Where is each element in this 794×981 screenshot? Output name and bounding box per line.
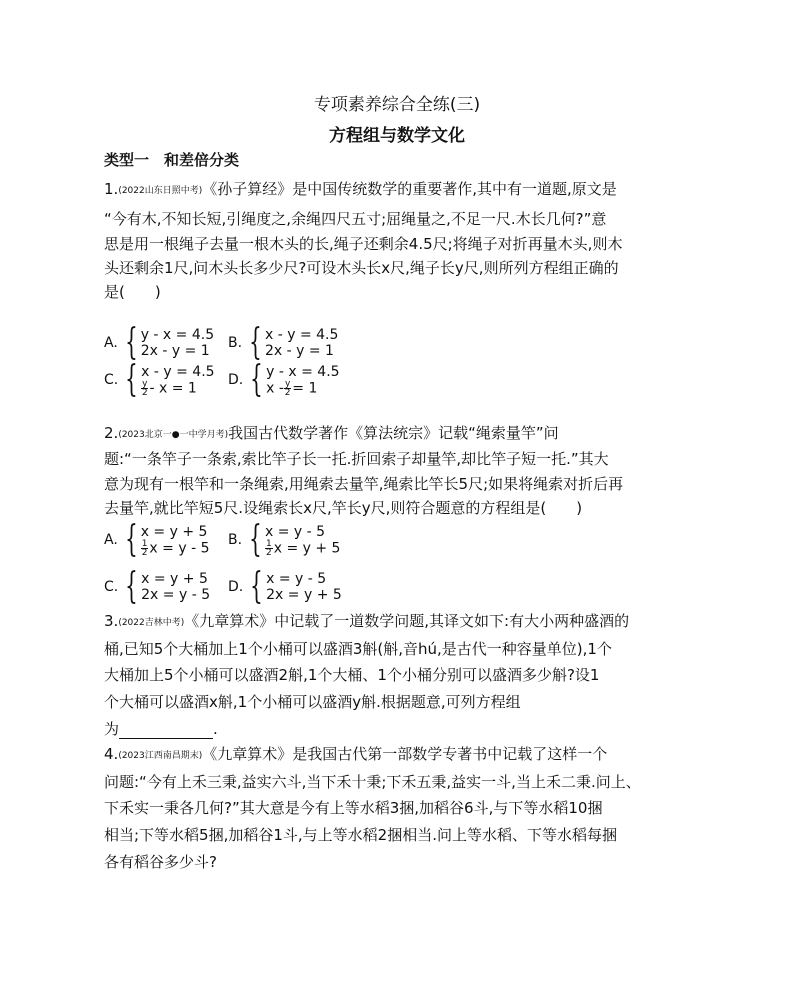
equation-system: { x = y - 5 $\frac{1}{2}$ x = y + 5 [249, 519, 341, 560]
question-3-line-4: 个大桶可以盛酒x斛,1个小桶可以盛酒y斛.根据题意,可列方程组 [104, 693, 521, 711]
question-1-line-1 [104, 179, 617, 201]
question-4-line-5: 各有稻谷多少斗? [104, 853, 217, 871]
question-3-line-1: 3.(2022吉林中考)《九章算术》中记载了一道数学问题,其译文如下:有大小两种盛酒的 [104, 612, 630, 630]
option-c[interactable]: C. { x - y = 4.5 $\frac{y}{2}$ - x = 1 [104, 359, 215, 400]
option-b[interactable]: B. { x = y - 5 $\frac{1}{2}$ x = y + 5 [228, 519, 341, 560]
question-number: 1. [104, 180, 119, 198]
question-source: (2023江西南昌期末) [118, 751, 203, 761]
section-heading: 类型一 和差倍分类 [104, 151, 240, 169]
option-c[interactable]: C. { x = y + 5 2x = y - 5 [104, 566, 211, 607]
question-1-line-4: 头还剩余1尺,问木头长多少尺?可设木头长x尺,绳子长y尺,则所列方程组正确的 [104, 259, 619, 277]
equation-system: { y - x = 4.5 2x - y = 1 [124, 322, 215, 363]
question-4-line-4: 相当;下等水稻5捆,加稻谷1斗,与上等水稻2捆相当.问上等水稻、下等水稻每捆 [104, 826, 617, 844]
answer-blank[interactable] [119, 724, 213, 739]
option-a[interactable]: A. { x = y + 5 $\frac{1}{2}$ x = y - 5 [104, 519, 210, 560]
question-2-line-3: 意为现有一根竿和一条绳索,用绳索去量竿,绳索比竿长5尺;如果将绳索对折后再 [104, 475, 624, 493]
option-d[interactable]: D. { y - x = 4.5 x - $\frac{y}{2}$ = 1 [228, 359, 340, 400]
question-3-line-5: 为 . [104, 720, 218, 738]
question-1-line-5: 是( ) [104, 283, 161, 301]
question-4-line-2: 问题:“今有上禾三秉,益实六斗,当下禾十秉;下禾五秉,益实一斗,当上禾二秉.问上、 [104, 773, 641, 791]
equation-system: { x = y + 5 2x = y - 5 [125, 566, 211, 607]
question-2-line-4: 去量竿,就比竿短5尺.设绳索长x尺,竿长y尺,则符合题意的方程组是( ) [104, 499, 583, 517]
question-1-line-3: 思是用一根绳子去量一根木头的长,绳子还剩余4.5尺;将绳子对折再量木头,则木 [104, 235, 623, 253]
question-number: 4. [104, 745, 119, 763]
question-source: (2022吉林中考) [118, 618, 185, 628]
question-number: 3. [104, 612, 119, 630]
equation-system: { x - y = 4.5 $\frac{y}{2}$ - x = 1 [125, 359, 215, 400]
question-1-line-2: “今有木,不知长短,引绳度之,余绳四尺五寸;屈绳量之,不足一尺.木长几何?”意 [104, 210, 607, 228]
page-subtitle: 方程组与数学文化 [329, 126, 465, 146]
question-3-line-2: 桶,已知5个大桶加上1个小桶可以盛酒3斛(斛,音hú,是古代一种容量单位),1个 [104, 640, 612, 658]
equation-system: { x - y = 4.5 2x - y = 1 [249, 322, 339, 363]
equation-system: { x = y + 5 $\frac{1}{2}$ x = y - 5 [124, 519, 210, 560]
option-a[interactable]: A. { y - x = 4.5 2x - y = 1 [104, 322, 215, 363]
question-3-line-3: 大桶加上5个小桶可以盛酒2斛,1个大桶、1个小桶分别可以盛酒多少斛?设1 [104, 666, 600, 684]
question-4-line-1: 4.(2023江西南昌期末)《九章算术》是我国古代第一部数学专著书中记载了这样一个 [104, 745, 608, 763]
question-source: (2023北京一●一中学月考) [118, 430, 229, 440]
question-2-line-2: 题:“一条竿子一条索,索比竿子长一托.折回索子却量竿,却比竿子短一托.”其大 [104, 450, 609, 468]
option-d[interactable]: D. { x = y - 5 2x = y + 5 [228, 566, 342, 607]
question-4-line-3: 下禾实一秉各几何?”其大意是今有上等水稻3捆,加稻谷6斗,与下等水稻10捆 [104, 799, 603, 817]
equation-system: { y - x = 4.5 x - $\frac{y}{2}$ = 1 [250, 359, 340, 400]
equation-system: { x = y - 5 2x = y + 5 [250, 566, 342, 607]
question-source: (2022山东日照中考) [118, 186, 203, 196]
question-number: 2. [104, 424, 119, 442]
option-b[interactable]: B. { x - y = 4.5 2x - y = 1 [228, 322, 339, 363]
question-2-line-1: 2.(2023北京一●一中学月考)我国古代数学著作《算法统宗》记载“绳索量竿”问 [104, 424, 559, 442]
page-title: 专项素养综合全练(三) [313, 95, 481, 115]
question-text: 《孙子算经》是中国传统数学的重要著作,其中有一道题,原文是 [202, 180, 617, 198]
